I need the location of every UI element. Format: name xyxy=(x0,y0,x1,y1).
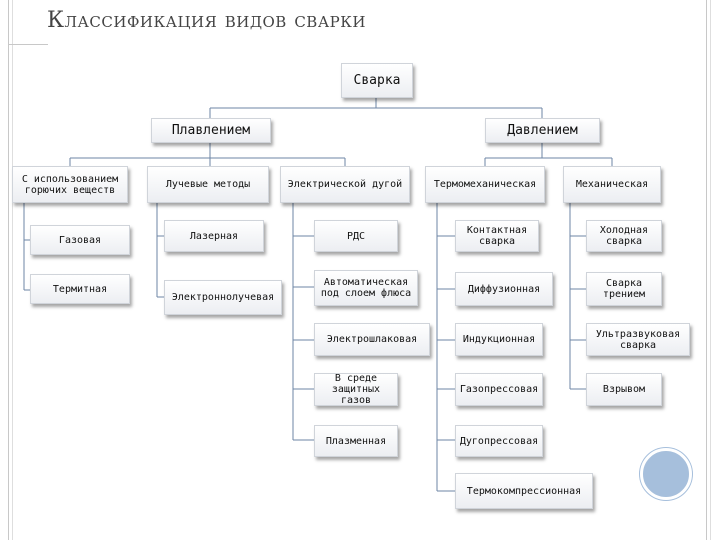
item-plasma: Плазменная xyxy=(314,425,398,457)
item-shielded-gas: В среде защитных газов xyxy=(314,373,398,406)
fusion-node: Плавлением xyxy=(151,118,271,143)
item-arc-pressure: Дугопрессовая xyxy=(455,425,543,457)
group-mechanical: Механическая xyxy=(563,166,661,203)
pressure-node: Давлением xyxy=(485,118,600,143)
group-beam: Лучевые методы xyxy=(147,166,269,203)
item-electroslag: Электрошлаковая xyxy=(314,323,430,356)
item-thermite: Термитная xyxy=(30,274,130,304)
item-electron-beam: Электроннолучевая xyxy=(164,280,282,315)
item-diffusion: Диффузионная xyxy=(455,272,553,306)
decorative-circle xyxy=(640,448,692,500)
group-thermomechanical: Термомеханическая xyxy=(425,166,545,203)
item-mma: РДС xyxy=(314,220,398,252)
group-electric-arc: Электрической дугой xyxy=(280,166,410,203)
item-thermocompression: Термокомпрессионная xyxy=(455,473,593,509)
root-node: Сварка xyxy=(341,63,413,98)
item-laser: Лазерная xyxy=(164,220,264,252)
group-gas-combustion: С использованием горючих веществ xyxy=(12,166,128,203)
item-explosion: Взрывом xyxy=(586,373,662,406)
item-contact: Контактная сварка xyxy=(455,220,539,252)
item-submerged-arc: Автоматическая под слоем флюса xyxy=(314,270,418,306)
item-gas: Газовая xyxy=(30,225,130,255)
item-ultrasonic: Ультразвуковая сварка xyxy=(586,323,690,356)
item-cold: Холодная сварка xyxy=(586,220,662,252)
item-gas-pressure: Газопрессовая xyxy=(455,373,543,406)
page-title: Классификация видов сварки xyxy=(47,8,366,33)
item-friction: Сварка трением xyxy=(586,272,662,306)
item-induction: Индукционная xyxy=(455,323,543,356)
